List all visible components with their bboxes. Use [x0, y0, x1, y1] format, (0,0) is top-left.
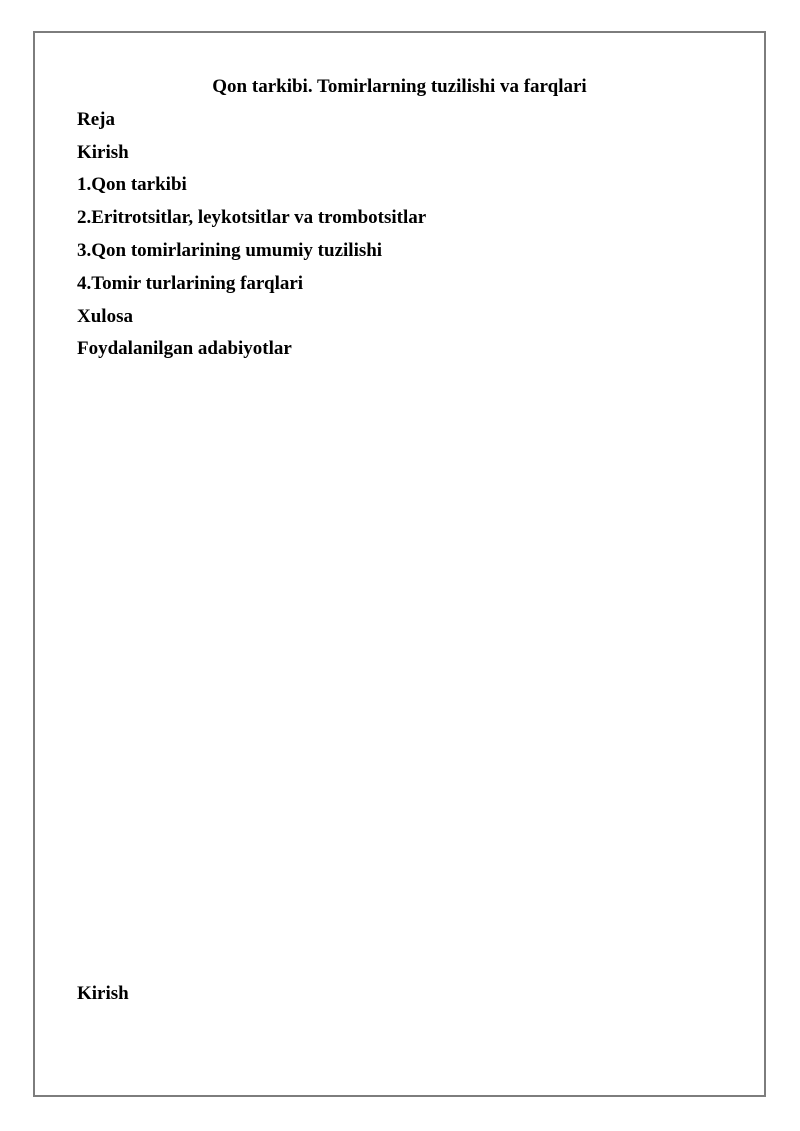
document-page — [33, 31, 766, 1097]
outline-item-xulosa: Xulosa — [77, 305, 133, 327]
outline-item-kirish: Kirish — [77, 141, 129, 163]
outline-item-1: 1.Qon tarkibi — [77, 174, 187, 196]
outline-item-2: 2.Eritrotsitlar, leykotsitlar va trombotsitlar — [77, 207, 427, 229]
outline-item-4: 4.Tomir turlarining farqlari — [77, 272, 304, 294]
document-content — [35, 33, 764, 1011]
blank-space — [77, 366, 722, 978]
outline-item-adabiyotlar: Foydalanilgan adabiyotlar — [77, 338, 292, 360]
plan-heading: Reja — [77, 108, 115, 130]
document-title: Qon tarkibi. Tomirlarning tuzilishi va farqlari — [212, 76, 587, 97]
outline-item-3: 3.Qon tomirlarining umumiy tuzilishi — [77, 239, 383, 261]
section-heading-kirish: Kirish — [77, 983, 129, 1005]
